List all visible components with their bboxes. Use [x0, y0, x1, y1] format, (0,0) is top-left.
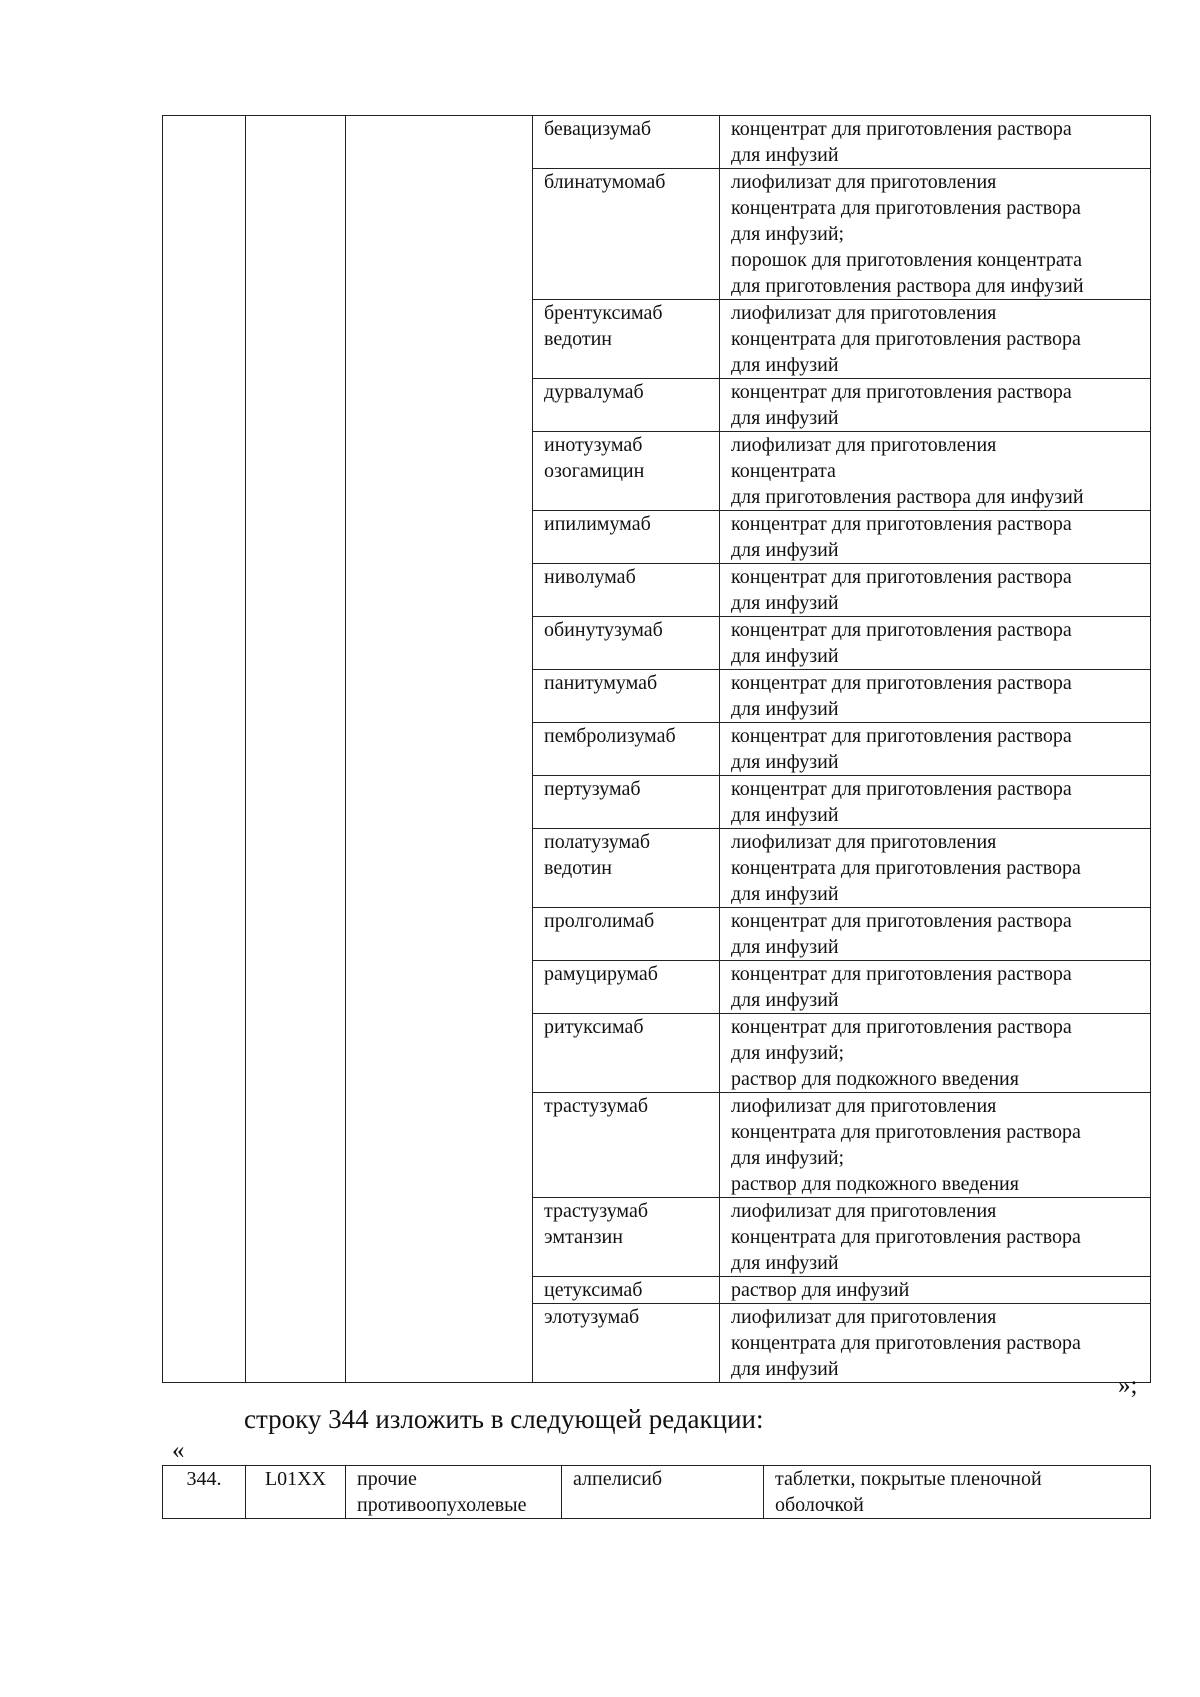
empty-cell: [346, 829, 533, 908]
dosage-form-cell: лиофилизат для приготовления концентрата для приготовления раствора для инфузий; порошок для приготовления концентрата для приготовления раствора для инфузий: [720, 169, 1151, 300]
dosage-form-cell: лиофилизат для приготовления концентрата для приготовления раствора для инфузий: [720, 432, 1151, 511]
drug-name-cell: пертузумаб: [533, 776, 720, 829]
instruction-text: строку 344 изложить в следующей редакции:: [244, 1404, 764, 1434]
drug-name-cell: блинатумомаб: [533, 169, 720, 300]
dosage-form-cell: раствор для инфузий: [720, 1277, 1151, 1304]
empty-cell: [163, 961, 246, 1014]
drug-name-cell: брентуксимаб ведотин: [533, 300, 720, 379]
empty-cell: [163, 1014, 246, 1093]
table-row: [163, 1014, 1151, 1093]
empty-cell: [246, 432, 346, 511]
dosage-form-cell: концентрат для приготовления раствора для инфузий: [720, 564, 1151, 617]
empty-cell: [346, 670, 533, 723]
drug-name-cell: панитумумаб: [533, 670, 720, 723]
drug-name-cell: трастузумаб эмтанзин: [533, 1198, 720, 1277]
empty-cell: [163, 1198, 246, 1277]
dosage-form-cell: таблетки, покрытые пленочной оболочкой: [764, 1466, 1151, 1519]
table-row: [163, 908, 1151, 961]
empty-cell: [246, 961, 346, 1014]
empty-cell: [346, 617, 533, 670]
empty-cell: [163, 1277, 246, 1304]
empty-cell: [346, 564, 533, 617]
dosage-form-cell: концентрат для приготовления раствора для инфузий: [720, 961, 1151, 1014]
empty-cell: [246, 1277, 346, 1304]
closing-quote: »;: [1118, 1372, 1138, 1399]
empty-cell: [346, 511, 533, 564]
empty-cell: [346, 1277, 533, 1304]
dosage-form-cell: концентрат для приготовления раствора для инфузий: [720, 670, 1151, 723]
empty-cell: [163, 169, 246, 300]
empty-cell: [346, 432, 533, 511]
dosage-form-cell: концентрат для приготовления раствора для инфузий: [720, 379, 1151, 432]
drug-name-cell: ритуксимаб: [533, 1014, 720, 1093]
empty-cell: [163, 1304, 246, 1383]
drug-name-cell: полатузумаб ведотин: [533, 829, 720, 908]
atc-code-cell: L01XX: [246, 1466, 346, 1519]
empty-cell: [346, 723, 533, 776]
empty-cell: [163, 776, 246, 829]
table-row: [163, 1093, 1151, 1198]
table-row: [163, 829, 1151, 908]
drug-name-cell: элотузумаб: [533, 1304, 720, 1383]
empty-cell: [246, 564, 346, 617]
empty-cell: [346, 1198, 533, 1277]
empty-cell: [246, 908, 346, 961]
dosage-form-cell: концентрат для приготовления раствора для инфузий: [720, 511, 1151, 564]
empty-cell: [163, 116, 246, 169]
empty-cell: [163, 1093, 246, 1198]
empty-cell: [346, 776, 533, 829]
table-row: [163, 723, 1151, 776]
empty-cell: [246, 829, 346, 908]
table-row: [163, 670, 1151, 723]
empty-cell: [163, 432, 246, 511]
table-row: [163, 169, 1151, 300]
dosage-form-cell: концентрат для приготовления раствора для инфузий: [720, 723, 1151, 776]
dosage-form-cell: лиофилизат для приготовления концентрата для приготовления раствора для инфузий: [720, 829, 1151, 908]
empty-cell: [163, 511, 246, 564]
empty-cell: [346, 961, 533, 1014]
empty-cell: [246, 617, 346, 670]
table-row: [163, 617, 1151, 670]
empty-cell: [246, 379, 346, 432]
empty-cell: [163, 300, 246, 379]
table-row: [163, 961, 1151, 1014]
table-row: [163, 116, 1151, 169]
table-row: [163, 379, 1151, 432]
dosage-form-cell: концентрат для приготовления раствора для инфузий: [720, 776, 1151, 829]
row-344-table: [162, 1465, 1151, 1519]
empty-cell: [346, 116, 533, 169]
dosage-form-cell: концентрат для приготовления раствора для инфузий: [720, 908, 1151, 961]
empty-cell: [246, 1093, 346, 1198]
drug-name-cell: рамуцирумаб: [533, 961, 720, 1014]
table-row: [163, 564, 1151, 617]
empty-cell: [346, 1304, 533, 1383]
empty-cell: [163, 908, 246, 961]
dosage-form-cell: концентрат для приготовления раствора для инфузий; раствор для подкожного введения: [720, 1014, 1151, 1093]
empty-cell: [246, 300, 346, 379]
empty-cell: [163, 564, 246, 617]
empty-cell: [163, 379, 246, 432]
opening-quote: «: [172, 1437, 185, 1464]
drug-name-cell: ипилимумаб: [533, 511, 720, 564]
empty-cell: [246, 723, 346, 776]
dosage-form-cell: концентрат для приготовления раствора для инфузий: [720, 617, 1151, 670]
table-row: [163, 300, 1151, 379]
drug-name-cell: дурвалумаб: [533, 379, 720, 432]
drug-name-cell: цетуксимаб: [533, 1277, 720, 1304]
dosage-form-cell: лиофилизат для приготовления концентрата для приготовления раствора для инфузий: [720, 300, 1151, 379]
table-row: [163, 1277, 1151, 1304]
empty-cell: [346, 1093, 533, 1198]
drug-table-body: [163, 116, 1151, 1383]
empty-cell: [163, 723, 246, 776]
table-row: [163, 1198, 1151, 1277]
empty-cell: [246, 169, 346, 300]
empty-cell: [346, 300, 533, 379]
row-number-cell: 344.: [163, 1466, 246, 1519]
empty-cell: [246, 1304, 346, 1383]
drug-name-cell: ниволумаб: [533, 564, 720, 617]
table-row: [163, 776, 1151, 829]
empty-cell: [346, 379, 533, 432]
dosage-form-cell: лиофилизат для приготовления концентрата для приготовления раствора для инфузий: [720, 1198, 1151, 1277]
empty-cell: [163, 829, 246, 908]
empty-cell: [246, 511, 346, 564]
drug-name-cell: пролголимаб: [533, 908, 720, 961]
empty-cell: [246, 116, 346, 169]
empty-cell: [346, 169, 533, 300]
table-row: [163, 511, 1151, 564]
table-row: [163, 432, 1151, 511]
empty-cell: [163, 670, 246, 723]
empty-cell: [346, 1014, 533, 1093]
dosage-form-cell: концентрат для приготовления раствора для инфузий: [720, 116, 1151, 169]
empty-cell: [163, 617, 246, 670]
empty-cell: [246, 670, 346, 723]
table-row-344: [163, 1466, 1151, 1519]
drug-name-cell: бевацизумаб: [533, 116, 720, 169]
dosage-form-cell: лиофилизат для приготовления концентрата для приготовления раствора для инфузий: [720, 1304, 1151, 1383]
dosage-form-cell: лиофилизат для приготовления концентрата для приготовления раствора для инфузий; раствор для подкожного введения: [720, 1093, 1151, 1198]
empty-cell: [346, 908, 533, 961]
drug-table-continuation: [162, 115, 1151, 1383]
empty-cell: [246, 776, 346, 829]
table-row: [163, 1304, 1151, 1383]
empty-cell: [246, 1014, 346, 1093]
drug-name-cell: пембролизумаб: [533, 723, 720, 776]
drug-name-cell: инотузумаб озогамицин: [533, 432, 720, 511]
empty-cell: [246, 1198, 346, 1277]
drug-name-cell: обинутузумаб: [533, 617, 720, 670]
drug-name-cell: трастузумаб: [533, 1093, 720, 1198]
drug-name-cell: алпелисиб: [562, 1466, 764, 1519]
group-cell: прочие противоопухолевые: [346, 1466, 562, 1519]
